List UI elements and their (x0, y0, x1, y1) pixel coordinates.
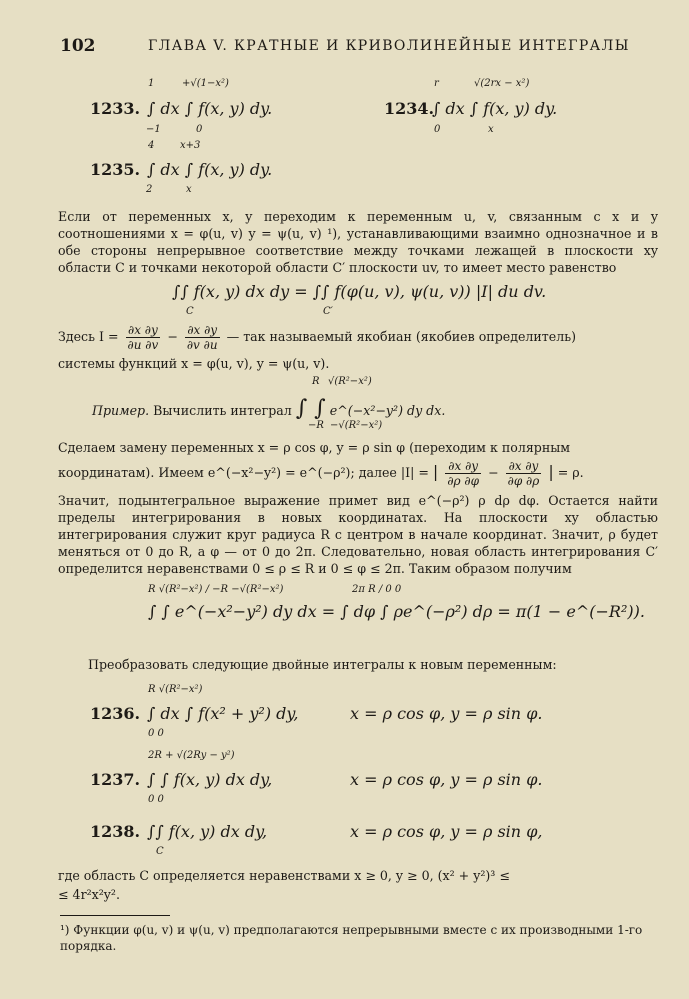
ex1236-limits-upper: R √(R²−x²) (148, 684, 203, 695)
ex1237-limits-lower: 0 0 (148, 794, 164, 805)
ex1236-number: 1236. (90, 704, 141, 723)
ex1235-number: 1235. (90, 160, 141, 179)
ex1234-outer-lower: 0 (434, 124, 441, 135)
determinant-bar-right: | (548, 462, 554, 481)
determinant-fraction-1 (445, 459, 481, 488)
integral-sign: ∫ ∫ (295, 396, 326, 421)
jacobian-denominator-2: ∂v ∂u (186, 338, 218, 352)
ex1238-number: 1238. (90, 822, 141, 841)
chapter-title: ГЛАВА V. КРАТНЫЕ И КРИВОЛИНЕЙНЫЕ ИНТЕГРАЛЫ (148, 38, 630, 54)
determinant-numerator-2: ∂x ∂y (506, 459, 542, 474)
example-inner-lower: −√(R²−x²) (330, 420, 383, 431)
ex1234-number: 1234. (384, 99, 435, 118)
ex1238-domain: C (156, 846, 164, 857)
ex1238-expr: ∫∫ f(x, y) dx dy, (147, 822, 268, 841)
jacobian-minus: − (167, 329, 178, 344)
ex1234-outer-upper: r (434, 78, 439, 89)
equation-domain-c-prime: C′ (323, 306, 333, 317)
example-inner-upper: √(R²−x²) (328, 376, 372, 387)
jacobian-prefix: Здесь I = (58, 329, 119, 344)
determinant-denominator-2: ∂φ ∂ρ (507, 474, 540, 488)
paragraph-change-of-variables: Если от переменных x, y переходим к переменным u, v, связанным с x и y соотношениями x = φ(u, v) y = ψ(u, v) ¹), устанавливающими взаимно однозначное и в обе стороны непрерывное соответствие между точками лежащей в плоскости xy области C и точками некоторой области C′ плоскости uv, то имеет место равенство (58, 209, 658, 275)
example-label: Пример. (92, 403, 150, 418)
ex1237-number: 1237. (90, 770, 141, 789)
ex1235-expr: ∫ dx ∫ f(x, y) dy. (147, 160, 273, 179)
jacobian-fraction-1 (126, 323, 161, 352)
ex1234-inner-upper: √(2rx − x²) (474, 78, 530, 89)
ex1235-outer-lower: 2 (146, 184, 153, 195)
example-expr: e^(−x²−y²) dy dx. (329, 403, 446, 418)
ex1233-outer-lower: −1 (146, 124, 161, 135)
determinant-fraction-2 (506, 459, 542, 488)
jacobian-system-line: системы функций x = φ(u, v), y = ψ(u, v). (58, 356, 330, 371)
paragraph-polar-2 (58, 459, 584, 488)
determinant-minus: − (488, 465, 499, 480)
ex1233-number: 1233. (90, 99, 141, 118)
example-text: Вычислить интеграл (153, 403, 292, 418)
ex1233-expr: ∫ dx ∫ f(x, y) dy. (147, 99, 273, 118)
ex1238-substitution: x = ρ cos φ, y = ρ sin φ, (350, 822, 543, 841)
ex1235-inner-upper: x+3 (180, 140, 201, 151)
jacobian-denominator-1: ∂u ∂v (127, 338, 159, 352)
jacobian-numerator-2: ∂x ∂y (185, 323, 220, 338)
jacobian-numerator-1: ∂x ∂y (126, 323, 161, 338)
example-line (92, 396, 445, 421)
page-number: 102 (60, 36, 96, 56)
determinant-suffix: = ρ. (557, 465, 584, 480)
paragraph-transform-task: Преобразовать следующие двойные интегралы к новым переменным: (88, 657, 557, 672)
determinant-numerator-1: ∂x ∂y (445, 459, 481, 474)
example-outer-upper: R (312, 376, 320, 387)
ex1236-substitution: x = ρ cos φ, y = ρ sin φ. (350, 704, 543, 723)
footnote: ¹) Функции φ(u, v) и ψ(u, v) предполагаются непрерывными вместе с их производными 1-го порядка. (60, 923, 643, 953)
ex1237-expr: ∫ ∫ f(x, y) dx dy, (147, 770, 273, 789)
result-limits-right: 2π R / 0 0 (352, 584, 402, 595)
paragraph-limits: Значит, подынтегральное выражение примет вид e^(−ρ²) ρ dρ dφ. Остается найти пределы интегрирования в новых координатах. На плоскости xy областью интегрирования служит круг радиуса R с центром в начале координат. Значит, ρ будет меняться от 0 до R, а φ — от 0 до 2π. Следовательно, новая область интегрирования C′ определится неравенствами 0 ≤ ρ ≤ R и 0 ≤ φ ≤ 2π. Таким образом получим (58, 493, 658, 576)
example-outer-lower: −R (308, 420, 324, 431)
jacobian-definition (58, 323, 576, 352)
result-limits-left: R √(R²−x²) / −R −√(R²−x²) (148, 584, 284, 595)
equation-domain-c: C (186, 306, 194, 317)
ex1233-inner-upper: +√(1−x²) (182, 78, 229, 89)
closing-line-2: ≤ 4r²x²y². (58, 887, 120, 902)
ex1235-inner-lower: x (186, 184, 192, 195)
closing-line-1: где область C определяется неравенствами x ≥ 0, y ≥ 0, (x² + y²)³ ≤ (58, 868, 510, 883)
polar-line2-text: координатам). Имеем e^(−x²−y²) = e^(−ρ²); далее |I| = (58, 465, 429, 480)
equation-change-of-variables: ∫∫ f(x, y) dx dy = ∫∫ f(φ(u, v), ψ(u, v)) |I| du dv. (172, 282, 547, 301)
determinant-bar-left: | (432, 462, 439, 481)
ex1234-expr: ∫ dx ∫ f(x, y) dy. (432, 99, 558, 118)
ex1234-inner-lower: x (488, 124, 494, 135)
determinant-denominator-1: ∂ρ ∂φ (447, 474, 480, 488)
ex1233-outer-upper: 1 (148, 78, 155, 89)
jacobian-suffix: — так называемый якобиан (якобиев определитель) (226, 329, 576, 344)
footnote-rule (60, 915, 170, 916)
ex1233-inner-lower: 0 (196, 124, 203, 135)
paragraph-polar-1: Сделаем замену переменных x = ρ cos φ, y = ρ sin φ (переходим к полярным (58, 440, 571, 455)
ex1236-expr: ∫ dx ∫ f(x² + y²) dy, (147, 704, 299, 723)
ex1237-substitution: x = ρ cos φ, y = ρ sin φ. (350, 770, 543, 789)
ex1235-outer-upper: 4 (148, 140, 155, 151)
jacobian-fraction-2 (185, 323, 220, 352)
ex1236-limits-lower: 0 0 (148, 728, 164, 739)
result-equation: ∫ ∫ e^(−x²−y²) dy dx = ∫ dφ ∫ ρe^(−ρ²) dρ = π(1 − e^(−R²)). (148, 602, 645, 621)
ex1237-limits-upper: 2R + √(2Ry − y²) (148, 750, 235, 761)
